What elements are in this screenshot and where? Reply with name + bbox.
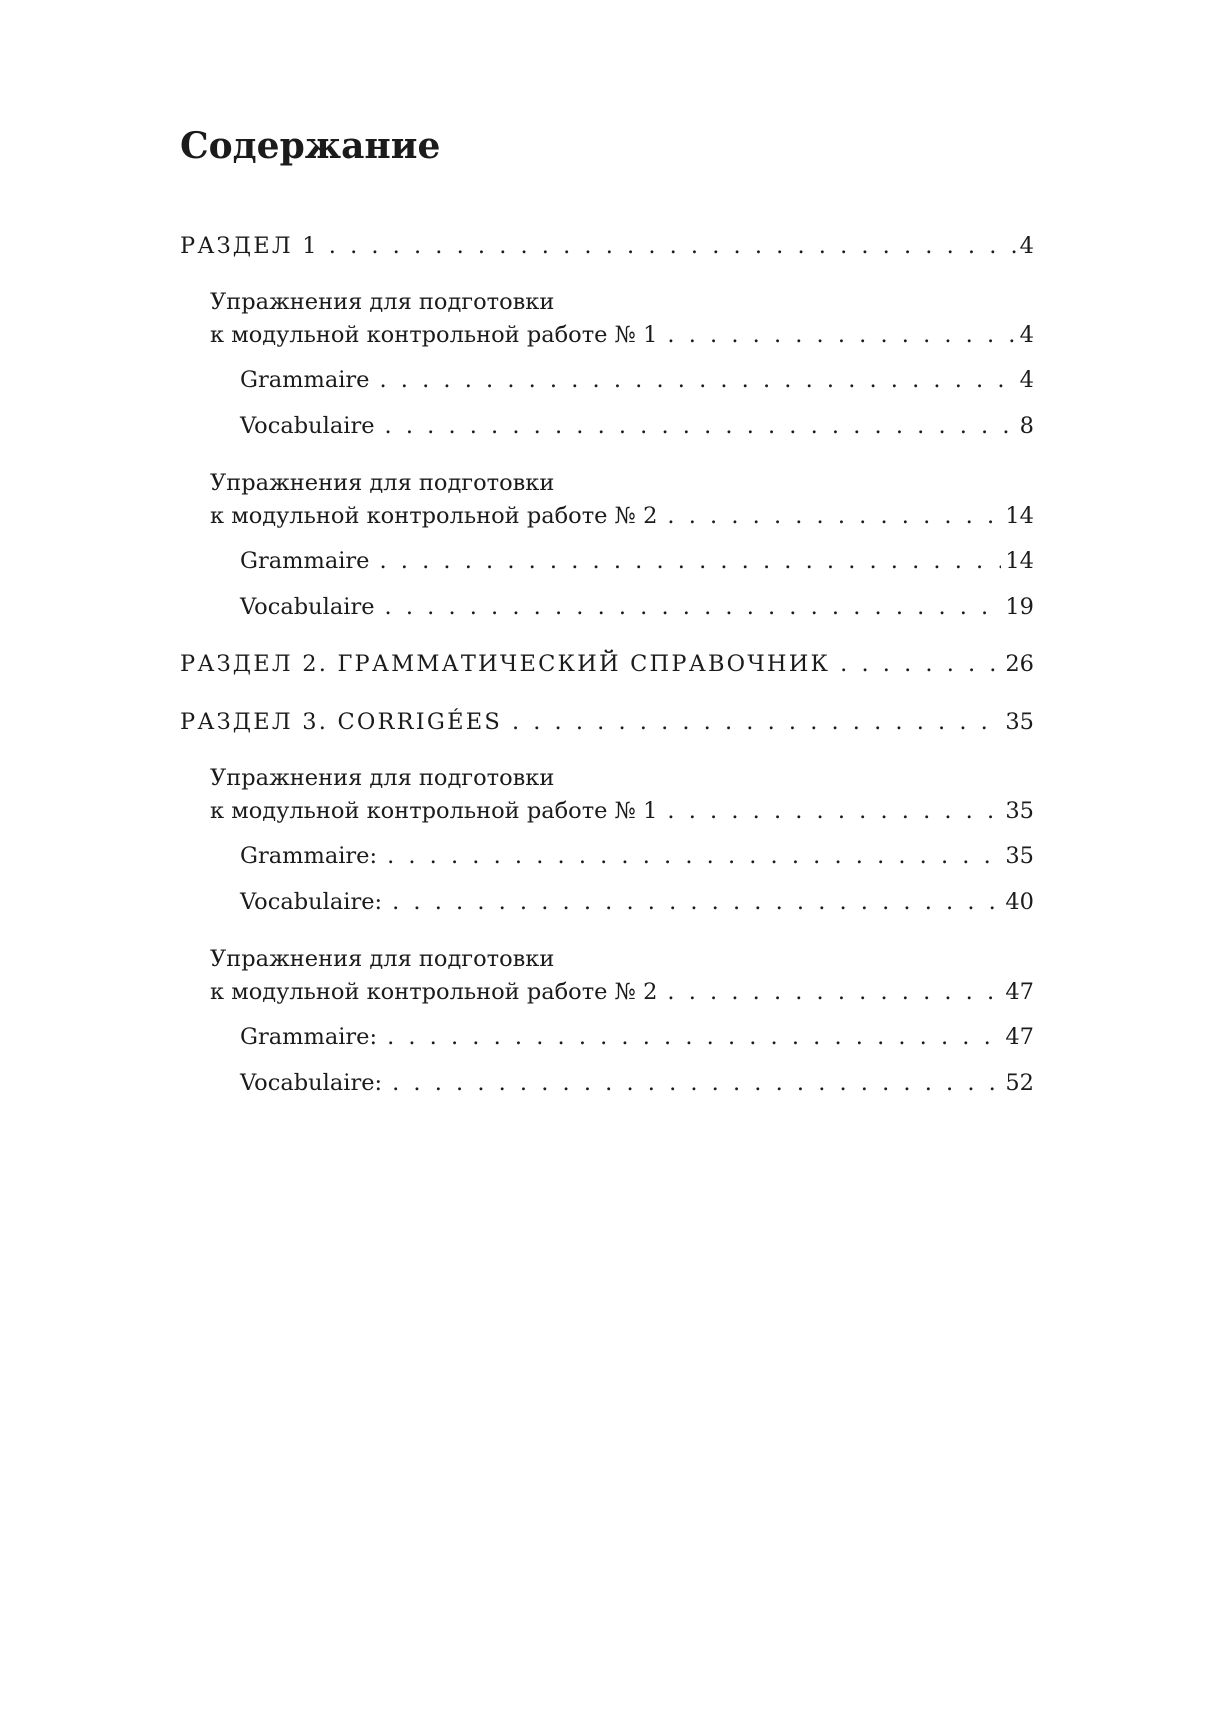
toc-entry-text-line1: Упражнения для подготовки <box>210 470 555 496</box>
toc-entry-text: Grammaire <box>240 367 370 393</box>
dot-leader <box>667 795 1001 828</box>
toc-entry-vocabulaire[interactable] <box>240 886 1034 919</box>
toc-entry-grammaire[interactable] <box>240 364 1034 397</box>
dot-leader <box>329 230 1016 263</box>
toc-entry-vocabulaire[interactable] <box>240 591 1034 624</box>
toc-entry-text: Vocabulaire <box>240 413 375 439</box>
toc-entry-section-3[interactable] <box>180 706 1034 739</box>
toc-page-number: 47 <box>1005 979 1034 1005</box>
toc-entry-text: Vocabulaire: <box>240 889 383 915</box>
dot-leader <box>392 886 1001 919</box>
toc-page-number: 35 <box>1005 709 1034 735</box>
dot-leader <box>385 591 1002 624</box>
toc-page-number: 35 <box>1005 798 1034 824</box>
dot-leader <box>380 364 1016 397</box>
toc-entry-text-line1: Упражнения для подготовки <box>210 765 555 791</box>
toc-page-number: 14 <box>1005 548 1034 574</box>
toc-entry-exercises-module-2[interactable] <box>210 943 1034 1009</box>
toc-page-number: 8 <box>1019 413 1034 439</box>
toc-entry-text: к модульной контрольной работе № 1 <box>210 322 658 348</box>
toc-entry-text: РАЗДЕЛ 1 <box>180 233 319 259</box>
dot-leader <box>667 976 1001 1009</box>
toc-entry-vocabulaire[interactable] <box>240 410 1034 443</box>
toc-entry-text: Grammaire: <box>240 1024 378 1050</box>
dot-leader <box>840 648 1001 681</box>
toc-page-number: 4 <box>1019 322 1034 348</box>
toc-entry-text: Grammaire: <box>240 843 378 869</box>
toc-entry-text: РАЗДЕЛ 3. CORRIGÉES <box>180 709 502 735</box>
toc-page-number: 52 <box>1005 1070 1034 1096</box>
toc-entry-text: к модульной контрольной работе № 2 <box>210 503 658 529</box>
toc-entry-text: к модульной контрольной работе № 2 <box>210 979 658 1005</box>
dot-leader <box>392 1067 1001 1100</box>
toc-page-number: 4 <box>1019 367 1034 393</box>
toc-page-number: 35 <box>1005 843 1034 869</box>
toc-entry-grammaire[interactable] <box>240 840 1034 873</box>
toc-entry-exercises-module-2[interactable] <box>210 467 1034 533</box>
toc-entry-text: Vocabulaire: <box>240 1070 383 1096</box>
toc-page-number: 19 <box>1005 594 1034 620</box>
toc-entry-vocabulaire[interactable] <box>240 1067 1034 1100</box>
dot-leader <box>667 500 1001 533</box>
toc-entry-grammaire[interactable] <box>240 1021 1034 1054</box>
toc-page-number: 14 <box>1005 503 1034 529</box>
toc-entry-exercises-module-1[interactable] <box>210 762 1034 828</box>
toc-entry-text: Grammaire <box>240 548 370 574</box>
toc-page-number: 4 <box>1019 233 1034 259</box>
toc-entry-text: Vocabulaire <box>240 594 375 620</box>
toc-page-number: 26 <box>1005 651 1034 677</box>
toc-page-number: 40 <box>1005 889 1034 915</box>
dot-leader <box>387 840 1001 873</box>
dot-leader <box>385 410 1016 443</box>
toc-entry-grammaire[interactable] <box>240 545 1034 578</box>
toc-entry-text-line1: Упражнения для подготовки <box>210 946 555 972</box>
toc-page-number: 47 <box>1005 1024 1034 1050</box>
page-title: Содержание <box>180 125 441 167</box>
toc-entry-exercises-module-1[interactable] <box>210 286 1034 352</box>
dot-leader <box>512 706 1001 739</box>
dot-leader <box>380 545 1002 578</box>
toc-entry-text: РАЗДЕЛ 2. ГРАММАТИЧЕСКИЙ СПРАВОЧНИК <box>180 651 831 677</box>
dot-leader <box>667 319 1015 352</box>
toc-entry-section-2[interactable] <box>180 648 1034 681</box>
toc-entry-text-line1: Упражнения для подготовки <box>210 289 555 315</box>
toc-entry-section-1[interactable] <box>180 230 1034 263</box>
toc-entry-text: к модульной контрольной работе № 1 <box>210 798 658 824</box>
dot-leader <box>387 1021 1001 1054</box>
